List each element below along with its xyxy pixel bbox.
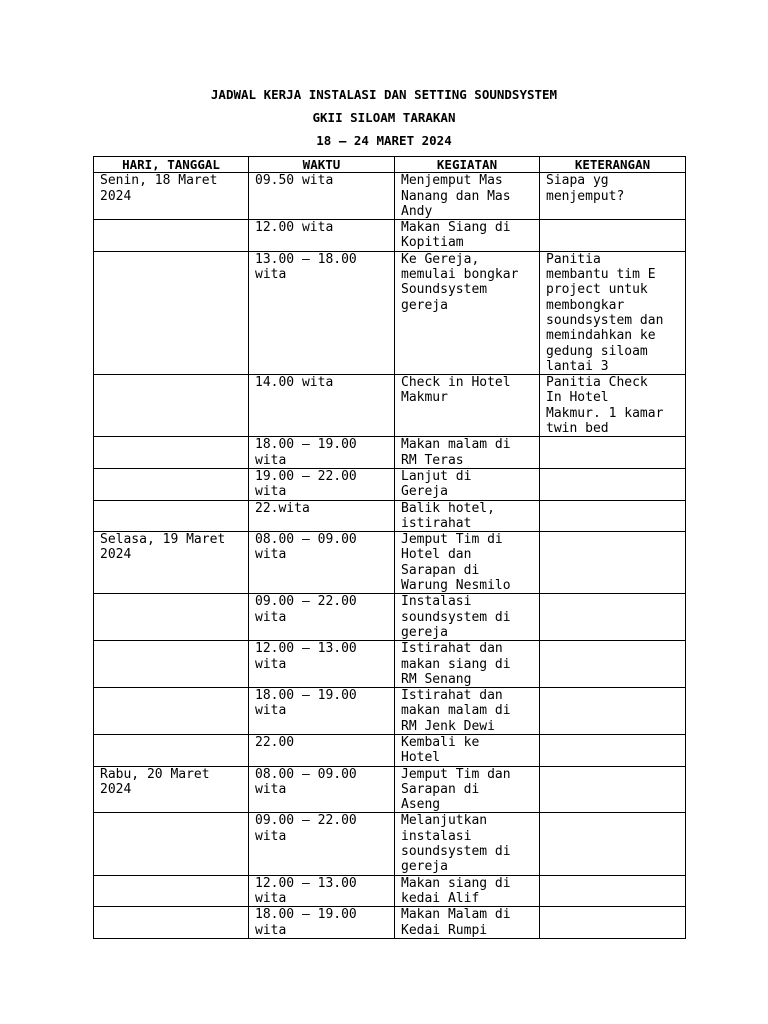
cell-time: 12.00 – 13.00 wita bbox=[249, 875, 395, 907]
cell-day: Rabu, 20 Maret 2024 bbox=[94, 766, 249, 813]
cell-note: Panitia Check In Hotel Makmur. 1 kamar twin bed bbox=[540, 375, 686, 437]
cell-note bbox=[540, 907, 686, 939]
table-row bbox=[94, 907, 686, 939]
cell-note: Siapa yg menjemput? bbox=[540, 173, 686, 220]
cell-day bbox=[94, 594, 249, 641]
document-subtitle-dates: 18 – 24 MARET 2024 bbox=[316, 133, 452, 148]
cell-time: 08.00 – 09.00 wita bbox=[249, 766, 395, 813]
cell-time: 19.00 – 22.00 wita bbox=[249, 468, 395, 500]
header-day-date: HARI, TANGGAL bbox=[94, 157, 249, 173]
cell-note: Panitia membantu tim E project untuk membongkar soundsystem dan memindahkan ke gedung siloam lantai 3 bbox=[540, 251, 686, 374]
cell-note bbox=[540, 813, 686, 875]
cell-day bbox=[94, 220, 249, 252]
cell-activity: Melanjutkan instalasi soundsystem di gereja bbox=[395, 813, 540, 875]
cell-day bbox=[94, 468, 249, 500]
cell-activity: Makan siang di kedai Alif bbox=[395, 875, 540, 907]
cell-day bbox=[94, 875, 249, 907]
cell-time: 18.00 – 19.00 wita bbox=[249, 907, 395, 939]
cell-activity: Menjemput Mas Nanang dan Mas Andy bbox=[395, 173, 540, 220]
cell-activity: Instalasi soundsystem di gereja bbox=[395, 594, 540, 641]
cell-time: 18.00 – 19.00 wita bbox=[249, 437, 395, 469]
cell-day: Senin, 18 Maret 2024 bbox=[94, 173, 249, 220]
cell-time: 09.00 – 22.00 wita bbox=[249, 594, 395, 641]
cell-time: 18.00 – 19.00 wita bbox=[249, 688, 395, 735]
cell-time: 22.wita bbox=[249, 500, 395, 532]
cell-day bbox=[94, 907, 249, 939]
cell-time: 13.00 – 18.00 wita bbox=[249, 251, 395, 374]
cell-note bbox=[540, 468, 686, 500]
cell-note bbox=[540, 220, 686, 252]
cell-time: 22.00 bbox=[249, 734, 395, 766]
header-time: WAKTU bbox=[249, 157, 395, 173]
table-row bbox=[94, 220, 686, 252]
table-row bbox=[94, 688, 686, 735]
cell-day bbox=[94, 813, 249, 875]
cell-day bbox=[94, 500, 249, 532]
cell-note bbox=[540, 734, 686, 766]
table-row bbox=[94, 500, 686, 532]
table-row bbox=[94, 251, 686, 374]
cell-note bbox=[540, 688, 686, 735]
cell-activity: Jemput Tim di Hotel dan Sarapan di Warung Nesmilo bbox=[395, 532, 540, 594]
cell-activity: Check in Hotel Makmur bbox=[395, 375, 540, 437]
cell-activity: Jemput Tim dan Sarapan di Aseng bbox=[395, 766, 540, 813]
cell-activity: Istirahat dan makan siang di RM Senang bbox=[395, 641, 540, 688]
cell-time: 09.00 – 22.00 wita bbox=[249, 813, 395, 875]
table-row bbox=[94, 734, 686, 766]
cell-activity: Makan malam di RM Teras bbox=[395, 437, 540, 469]
header-notes: KETERANGAN bbox=[540, 157, 686, 173]
cell-activity: Lanjut di Gereja bbox=[395, 468, 540, 500]
cell-activity: Istirahat dan makan malam di RM Jenk Dewi bbox=[395, 688, 540, 735]
table-row bbox=[94, 173, 686, 220]
cell-activity: Makan Siang di Kopitiam bbox=[395, 220, 540, 252]
cell-note bbox=[540, 641, 686, 688]
cell-note bbox=[540, 766, 686, 813]
table-header-row bbox=[94, 157, 686, 173]
header-activity: KEGIATAN bbox=[395, 157, 540, 173]
cell-day bbox=[94, 437, 249, 469]
cell-day bbox=[94, 641, 249, 688]
cell-day: Selasa, 19 Maret 2024 bbox=[94, 532, 249, 594]
schedule-table bbox=[93, 156, 686, 939]
cell-note bbox=[540, 437, 686, 469]
cell-activity: Ke Gereja, memulai bongkar Soundsystem gereja bbox=[395, 251, 540, 374]
cell-note bbox=[540, 532, 686, 594]
table-row bbox=[94, 766, 686, 813]
cell-time: 12.00 wita bbox=[249, 220, 395, 252]
cell-activity: Makan Malam di Kedai Rumpi bbox=[395, 907, 540, 939]
table-row bbox=[94, 532, 686, 594]
cell-day bbox=[94, 251, 249, 374]
table-row bbox=[94, 594, 686, 641]
cell-activity: Balik hotel, istirahat bbox=[395, 500, 540, 532]
cell-note bbox=[540, 875, 686, 907]
table-row bbox=[94, 813, 686, 875]
table-row bbox=[94, 375, 686, 437]
table-row bbox=[94, 641, 686, 688]
cell-day bbox=[94, 734, 249, 766]
cell-time: 08.00 – 09.00 wita bbox=[249, 532, 395, 594]
cell-note bbox=[540, 594, 686, 641]
cell-activity: Kembali ke Hotel bbox=[395, 734, 540, 766]
document-title: JADWAL KERJA INSTALASI DAN SETTING SOUNDSYSTEM bbox=[210, 87, 558, 102]
cell-time: 14.00 wita bbox=[249, 375, 395, 437]
document-subtitle-church: GKII SILOAM TARAKAN bbox=[312, 110, 456, 125]
cell-time: 09.50 wita bbox=[249, 173, 395, 220]
cell-time: 12.00 – 13.00 wita bbox=[249, 641, 395, 688]
cell-note bbox=[540, 500, 686, 532]
cell-day bbox=[94, 375, 249, 437]
cell-day bbox=[94, 688, 249, 735]
table-row bbox=[94, 437, 686, 469]
table-row bbox=[94, 875, 686, 907]
table-row bbox=[94, 468, 686, 500]
